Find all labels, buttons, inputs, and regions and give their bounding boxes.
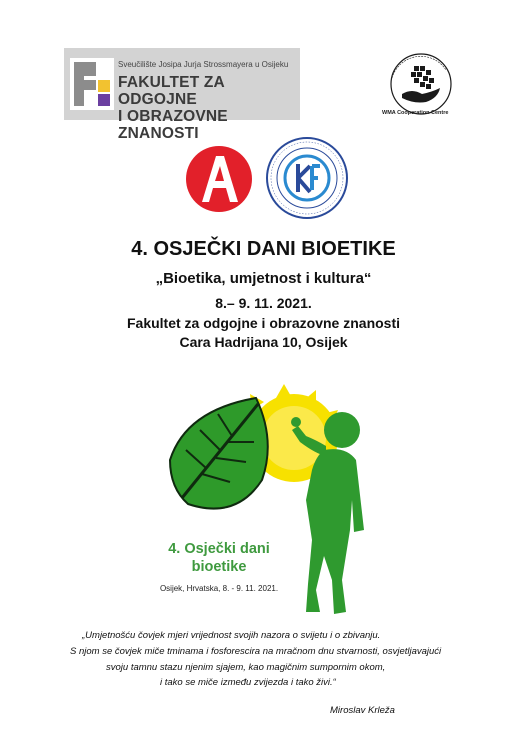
faculty-name-line2: I OBRAZOVNE ZNANOSTI — [118, 108, 228, 142]
event-address: Cara Hadrijana 10, Osijek — [179, 334, 348, 350]
event-subtitle: „Bioetika, umjetnost i kultura“ — [155, 270, 372, 287]
poster-title — [134, 540, 304, 576]
faculty-mark-icon — [70, 58, 114, 110]
chair-caption: WMA Cooperation Centre — [382, 110, 449, 116]
faculty-university-name: Sveučilište Josipa Jurja Strossmayera u Osijeku — [118, 60, 289, 69]
poster-place-dates: Osijek, Hrvatska, 8. - 9. 11. 2021. — [159, 584, 279, 593]
faculty-logo — [64, 48, 300, 142]
leaf-icon — [170, 398, 268, 509]
quote-line-3: svoju tamnu stazu njenim sjajem, kao magičnim sumpornim okom, — [106, 662, 386, 673]
quote-line-2: S njom se čovjek miče tminama i fosforescira na mračnom dnu stvarnosti, osvjetljavajući — [70, 646, 442, 657]
event-dates: 8.– 9. 11. 2021. — [215, 295, 312, 311]
quote-line-4: i tako se miče između zvijezda i tako živi.“ — [160, 677, 336, 688]
faculty-name-line1: FAKULTET ZA ODGOJNE — [118, 74, 225, 108]
quote-author: Miroslav Krleža — [330, 705, 395, 716]
quote-line-1: „Umjetnošću čovjek mjeri vrijednost svojih nazora o svijetu i o zbivanju. — [82, 630, 381, 641]
event-venue: Fakultet za odgojne i obrazovne znanosti — [126, 315, 401, 331]
poster-title-line2: bioetike — [191, 559, 247, 575]
kf-seal-icon — [262, 136, 352, 220]
event-title: 4. OSJEČKI DANI BIOETIKE — [131, 238, 396, 260]
faculty-name — [118, 74, 300, 142]
poster-title-line1: 4. Osječki dani — [168, 541, 270, 557]
letter-a-logo-icon — [180, 146, 258, 212]
